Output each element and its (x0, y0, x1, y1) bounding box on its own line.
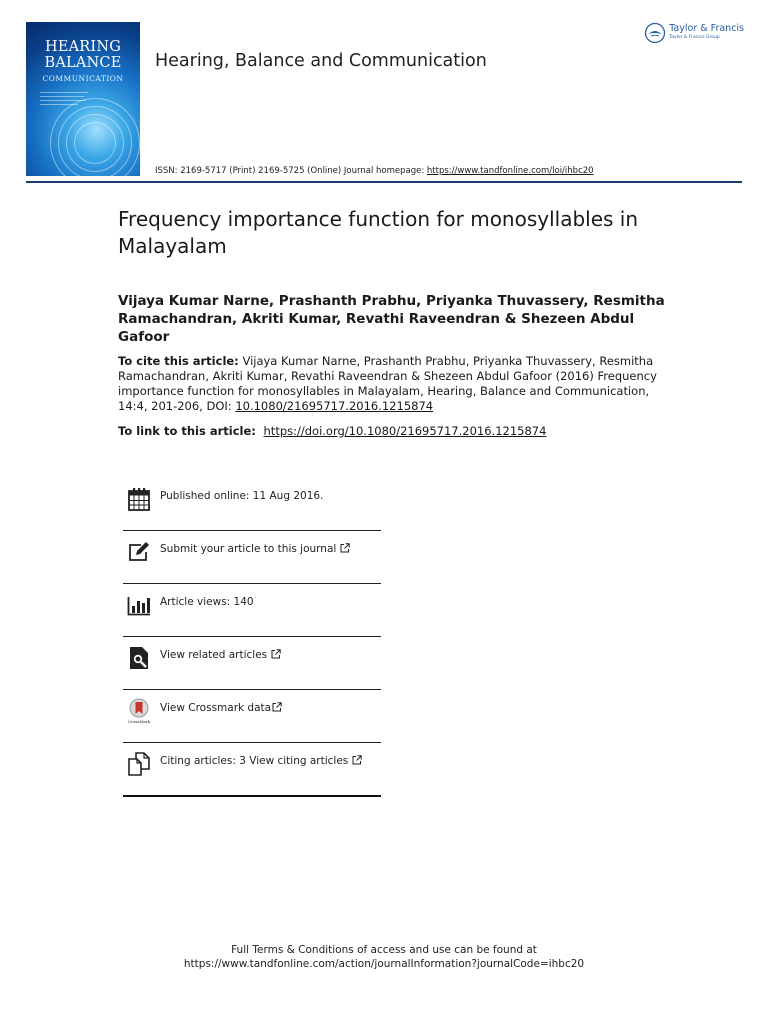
article-link-line (118, 424, 678, 439)
related-articles-item[interactable] (123, 637, 381, 690)
citing-articles-label: Citing articles: 3 View citing articles (160, 755, 349, 767)
search-document-icon (127, 645, 151, 671)
cover-line-hearing: HEARING (44, 39, 122, 55)
cite-text: Vijaya Kumar Narne, Prashanth Prabhu, Priyanka Thuvassery, Resmitha Ramachandran, Akriti Kumar, Revathi Raveendran & Shezeen Abdul Gafoor (2016) Frequency importance function for monosyllables in Malayalam, Hearing, Balance and Communication, 14:4, 201-206, DOI: (118, 354, 657, 413)
published-item (123, 478, 381, 531)
article-views: Article views: 140 (160, 596, 254, 608)
cover-line-balance: BALANCE (44, 55, 122, 71)
terms-footer (0, 943, 768, 971)
issn-text: ISSN: 2169-5717 (Print) 2169-5725 (Online) Journal homepage: (155, 166, 427, 176)
cover-title (26, 39, 140, 71)
journal-cover (26, 22, 140, 176)
header-rule (26, 181, 742, 183)
cover-line-communication: COMMUNICATION (42, 74, 124, 83)
citing-icon (127, 751, 151, 777)
terms-url[interactable]: https://www.tandfonline.com/action/journalInformation?journalCode=ihbc20 (183, 958, 585, 970)
link-label: To link to this article: (118, 424, 260, 438)
publisher-logo[interactable] (644, 22, 744, 44)
crossmark-badge-text: CrossMark (127, 719, 151, 724)
citation-block (118, 354, 678, 414)
article-url-link[interactable]: https://doi.org/10.1080/21695717.2016.1215874 (263, 424, 547, 438)
external-link-icon (271, 649, 281, 659)
published-date: Published online: 11 Aug 2016. (160, 490, 324, 502)
edit-icon (127, 539, 151, 565)
doi-link[interactable]: 10.1080/21695717.2016.1215874 (235, 399, 434, 413)
crossmark-link[interactable] (160, 702, 282, 714)
submit-article-link[interactable] (160, 543, 350, 555)
bar-chart-icon (127, 592, 151, 618)
submit-article-label: Submit your article to this journal (160, 543, 337, 555)
publisher-name: Taylor & Francis (669, 23, 744, 34)
article-title: Frequency importance function for monosyllables in Malayalam (118, 207, 639, 258)
journal-homepage-link[interactable]: https://www.tandfonline.com/loi/ihbc20 (426, 166, 594, 176)
article-info-list (123, 478, 381, 797)
terms-line: Full Terms & Conditions of access and use can be found at (231, 944, 537, 956)
external-link-icon (352, 755, 362, 765)
external-link-icon (272, 702, 282, 712)
calendar-icon (127, 486, 151, 512)
publisher-group: Taylor & Francis Group (669, 35, 720, 40)
related-articles-link[interactable] (160, 649, 281, 661)
crossmark-item[interactable] (123, 690, 381, 743)
citing-articles-item[interactable] (123, 743, 381, 797)
citing-articles-link[interactable] (160, 755, 362, 767)
journal-title: Hearing, Balance and Communication (155, 51, 487, 71)
publisher-logo-icon (644, 22, 666, 44)
crossmark-icon (127, 698, 151, 724)
cite-label: To cite this article: (118, 354, 239, 368)
issn-line (155, 166, 594, 176)
related-articles-label: View related articles (160, 649, 268, 661)
crossmark-label: View Crossmark data (160, 702, 272, 714)
article-authors: Vijaya Kumar Narne, Prashanth Prabhu, Priyanka Thuvassery, Resmitha Ramachandran, Akriti Kumar, Revathi Raveendran & Shezeen Abdul Gafoor (118, 293, 665, 345)
article-views-item (123, 584, 381, 637)
external-link-icon (340, 543, 350, 553)
submit-article-item[interactable] (123, 531, 381, 584)
